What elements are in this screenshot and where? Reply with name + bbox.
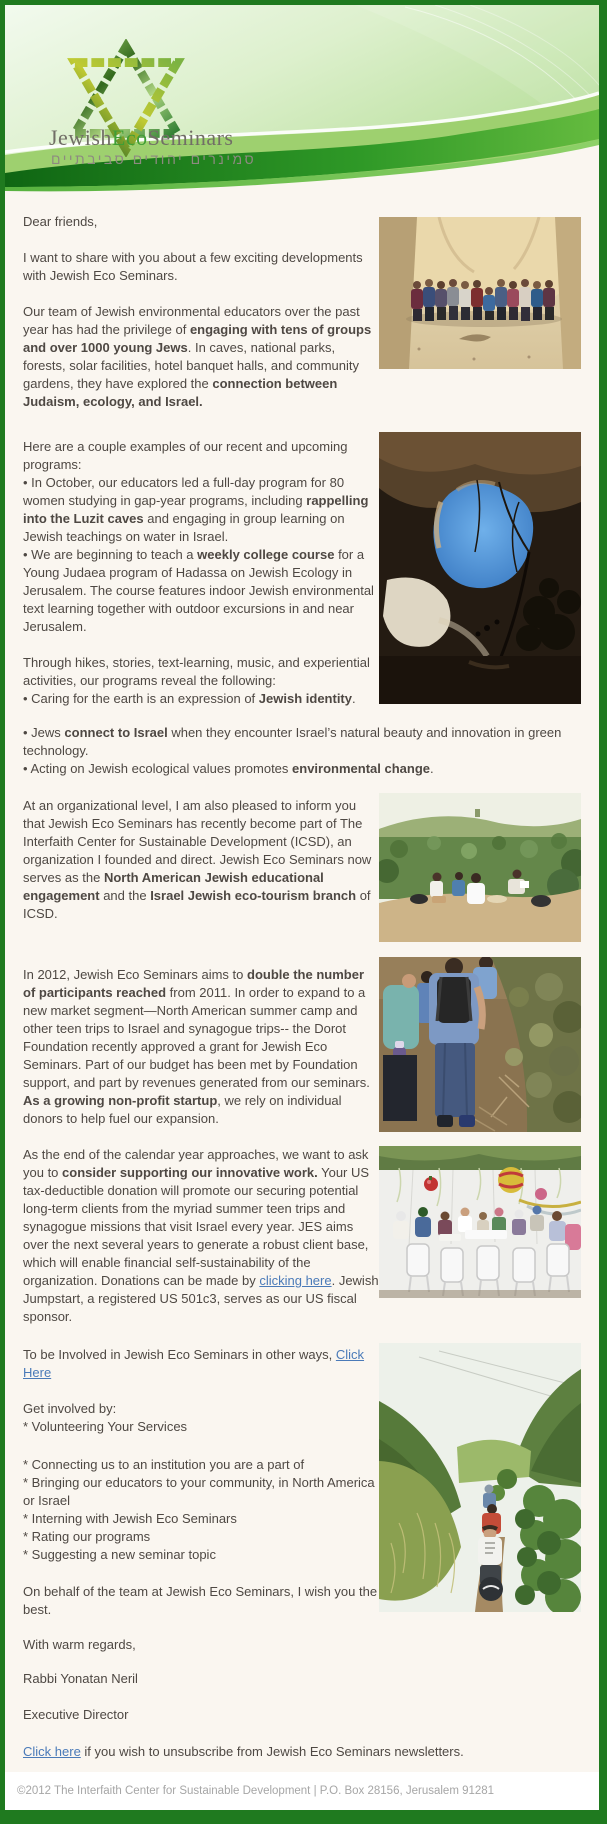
brand-jewish: Jewish <box>49 125 112 150</box>
paragraph: I want to share with you about a few exciting developments with Jewish Eco Seminars. <box>23 250 363 283</box>
copyright-text: ©2012 The Interfaith Center for Sustainable Development | P.O. Box 28156, Jerusalem 91281 <box>17 1785 495 1797</box>
text-block-unsubscribe <box>23 1743 585 1761</box>
paragraph: * Suggesting a new seminar topic <box>23 1547 216 1562</box>
paragraph: At an organizational level, I am also pleased to inform you that Jewish Eco Seminars has recently become part of The Interfaith Center for Sustainable Development (ICSD), an organization I founded and direct. Jewish Eco Seminars now serves as the North American Jewish educational engagement and the Israel Jewish eco-tourism branch of ICSD. <box>23 798 372 921</box>
text-block-2012-goals <box>23 966 379 1128</box>
footer <box>5 1772 599 1810</box>
paragraph: • We are beginning to teach a weekly college course for a Young Judaea program of Hadassa on Jewish Ecology in Jerusalem. The course features indoor Jewish environmental text learning together with outdoor excursions in and near Jerusalem. <box>23 547 374 634</box>
text-block-activities <box>23 654 379 708</box>
paragraph: • Caring for the earth is an expression of Jewish identity. <box>23 691 356 706</box>
unsubscribe-link[interactable]: Click here <box>23 1744 81 1759</box>
get-involved-link[interactable]: Click Here <box>23 1347 365 1380</box>
paragraph: In 2012, Jewish Eco Seminars aims to double the number of participants reached from 2011. In order to expand to a new market segment—North American summer camp and other teen trips to Israel and synagogue trips-- the Dorot Foundation recently approved a grant for Jewish Eco Seminars. Part of our budget has been met by Foundation support, and part by revenues generated from our seminars. As a growing non-profit startup, we rely on individual donors to help fuel our expansion. <box>23 967 370 1126</box>
paragraph: * Bringing our educators to your community, in North America or Israel <box>23 1475 375 1508</box>
paragraph: Here are a couple examples of our recent and upcoming programs: <box>23 439 348 472</box>
paragraph: Dear friends, <box>23 214 98 229</box>
brand-seminars: Seminars <box>147 125 234 150</box>
text-block-team <box>23 303 379 411</box>
text-block-get-involved <box>23 1400 379 1436</box>
paragraph: As the end of the calendar year approaches, we want to ask you to consider supporting our innovative work. Your US tax-deductible donation will promote our securing potential long-term clients from the myriad summer teen trips and synagogue missions that visit Israel every year. JES aims over the next several years to generate a robust client base, which will enable financial self-sustainability of the organization. Donations can be made by clicking here. Jewish Jumpstart, a registered US 501c3, serves as our US fiscal sponsor. <box>23 1147 379 1324</box>
text-block-regards <box>23 1636 379 1654</box>
text-block-values <box>23 724 585 778</box>
text-block-farewell <box>23 1583 379 1619</box>
photo-trail-hike <box>379 957 581 1132</box>
paragraph: To be Involved in Jewish Eco Seminars in other ways, Click Here <box>23 1347 365 1380</box>
paragraph: • Jews connect to Israel when they encounter Israel’s natural beauty and innovation in green technology. <box>23 725 562 758</box>
paragraph: With warm regards, <box>23 1637 136 1652</box>
paragraph: • Acting on Jewish ecological values promotes environmental change. <box>23 761 434 776</box>
header-banner <box>5 5 599 197</box>
paragraph: * Rating our programs <box>23 1529 151 1544</box>
text-block-involvement-link <box>23 1346 379 1382</box>
text-block-signature-name <box>23 1670 379 1688</box>
text-block-organization <box>23 797 379 923</box>
donate-link[interactable]: clicking here <box>259 1273 332 1288</box>
paragraph: On behalf of the team at Jewish Eco Seminars, I wish you the best. <box>23 1584 378 1617</box>
text-block-signature-title <box>23 1706 379 1724</box>
photo-group-cave-entrance <box>379 217 581 369</box>
paragraph: Click here if you wish to unsubscribe from Jewish Eco Seminars newsletters. <box>23 1744 464 1759</box>
paragraph: * Volunteering Your Services <box>23 1419 188 1434</box>
brand-hebrew-tagline: סמינרים יהודים סביבתיים <box>51 151 257 167</box>
paragraph: Through hikes, stories, text-learning, music, and experiential activities, our programs reveal the following: <box>23 655 370 688</box>
paragraph: Our team of Jewish environmental educators over the past year has had the privilege of engaging with tens of groups and over 1000 young Jews. In caves, national parks, forests, solar facilities, hotel banquet halls, and community gardens, they have explored the connection between Judaism, ecology, and Israel. <box>23 304 372 409</box>
paragraph: * Interning with Jewish Eco Seminars <box>23 1511 237 1526</box>
brand-eco: Eco <box>111 125 148 150</box>
text-block-intro <box>23 249 379 285</box>
photo-sukkah-gathering <box>379 1146 581 1298</box>
paragraph: Rabbi Yonatan Neril <box>23 1671 138 1686</box>
paragraph: Get involved by: <box>23 1401 117 1416</box>
text-block-donation-appeal <box>23 1146 379 1326</box>
paragraph: Executive Director <box>23 1707 129 1722</box>
photo-cave-skylight <box>379 432 581 704</box>
photo-hillside-learning <box>379 793 581 942</box>
brand-wordmark <box>49 125 233 151</box>
text-block-program-examples <box>23 438 379 636</box>
text-block-involvement-list <box>23 1456 379 1564</box>
paragraph: • In October, our educators led a full-day program for 80 women studying in gap-year programs, including rappelling into the Luzit caves and engaging in group learning on Jewish teachings on water in Israel. <box>23 475 369 544</box>
photo-valley-hike <box>379 1343 581 1612</box>
email-content <box>5 5 599 1810</box>
text-block-greeting <box>23 213 379 231</box>
paragraph: * Connecting us to an institution you are a part of <box>23 1457 305 1472</box>
